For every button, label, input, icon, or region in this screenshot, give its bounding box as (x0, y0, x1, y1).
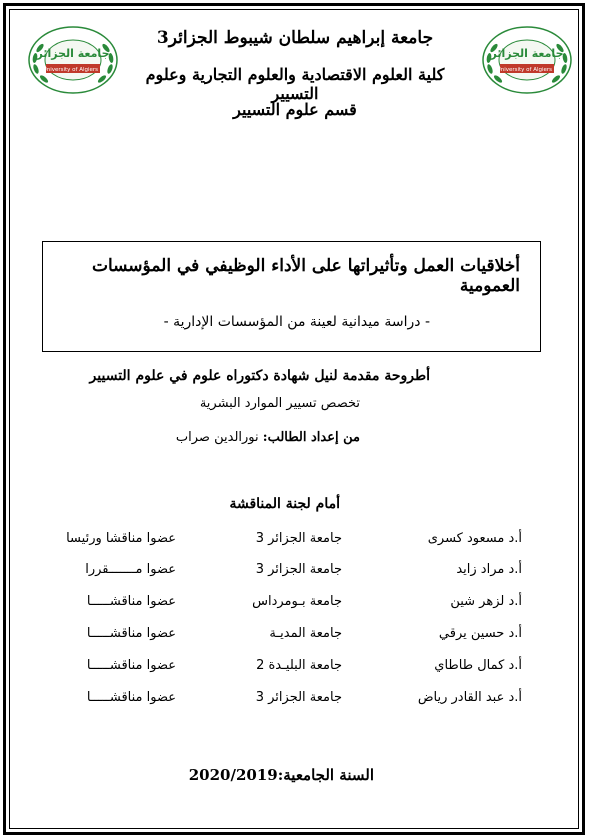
thesis-title-box (42, 241, 541, 352)
logo-text-ar: جامعة الجزائر (490, 47, 564, 60)
jury-member-name: أ.د حسين يرقي (438, 626, 522, 641)
university-logo-right (480, 24, 574, 96)
jury-member-university: جامعة بـومرداس (252, 594, 342, 609)
jury-member-role: عضوا مناقشا ورئيسا (66, 531, 176, 546)
academic-year (189, 766, 374, 784)
department-name: قسم علوم التسيير (233, 100, 357, 119)
jury-member-university: جامعة الجزائر 3 (255, 562, 342, 577)
jury-row (0, 562, 590, 586)
logo-text-en: University of Algiers 3 (42, 67, 104, 73)
logo-text-en: University of Algiers 3 (496, 67, 558, 73)
thesis-subtitle: - دراسة ميدانية لعينة من المؤسسات الإدارية - (163, 314, 430, 330)
jury-row (0, 594, 590, 618)
jury-row (0, 658, 590, 682)
thesis-specialty: تخصص تسيير الموارد البشرية (199, 396, 360, 411)
jury-member-name: أ.د كمال طاطاي (434, 658, 522, 673)
university-name: جامعة إبراهيم سلطان شيبوط الجزائر3 (156, 28, 434, 48)
thesis-degree: أطروحة مقدمة لنيل شهادة دكتوراه علوم في علوم التسيير (89, 368, 430, 384)
jury-heading: أمام لجنة المناقشة (229, 496, 340, 512)
jury-member-role: عضوا مناقشـــــا (86, 690, 176, 705)
jury-row (0, 690, 590, 714)
jury-row (0, 626, 590, 650)
jury-member-university: جامعة البليـدة 2 (256, 658, 342, 673)
faculty-name: كلية العلوم الاقتصادية والعلوم التجارية وعلوم التسيير (145, 65, 445, 103)
jury-member-role: عضوا مناقشـــــا (86, 594, 176, 609)
jury-row (0, 531, 590, 555)
jury-member-name: أ.د مسعود كسرى (427, 531, 522, 546)
jury-member-university: جامعة الجزائر 3 (255, 690, 342, 705)
jury-member-university: جامعة المديـة (269, 626, 342, 641)
academic-year-label: السنة الجامعية: (277, 766, 374, 784)
thesis-title: أخلاقيات العمل وتأثيراتها على الأداء الوظيفي في المؤسسات العمومية (91, 256, 520, 296)
logo-text-ar: جامعة الجزائر (36, 47, 110, 60)
student-label: من إعداد الطالب: (262, 430, 360, 445)
jury-member-name: أ.د عبد القادر رياض (417, 690, 522, 705)
jury-member-role: عضوا مناقشـــــا (86, 658, 176, 673)
jury-member-university: جامعة الجزائر 3 (255, 531, 342, 546)
student-line (176, 430, 360, 445)
jury-member-name: أ.د مراد زايد (456, 562, 522, 577)
university-logo-left (26, 24, 120, 96)
academic-year-value: 2020/2019 (188, 766, 278, 784)
jury-member-role: عضوا مناقشـــــا (86, 626, 176, 641)
jury-member-name: أ.د لزهر شين (450, 594, 522, 609)
jury-member-role: عضوا مـــــــقررا (85, 562, 176, 577)
student-name: نورالدين صراب (175, 430, 259, 445)
